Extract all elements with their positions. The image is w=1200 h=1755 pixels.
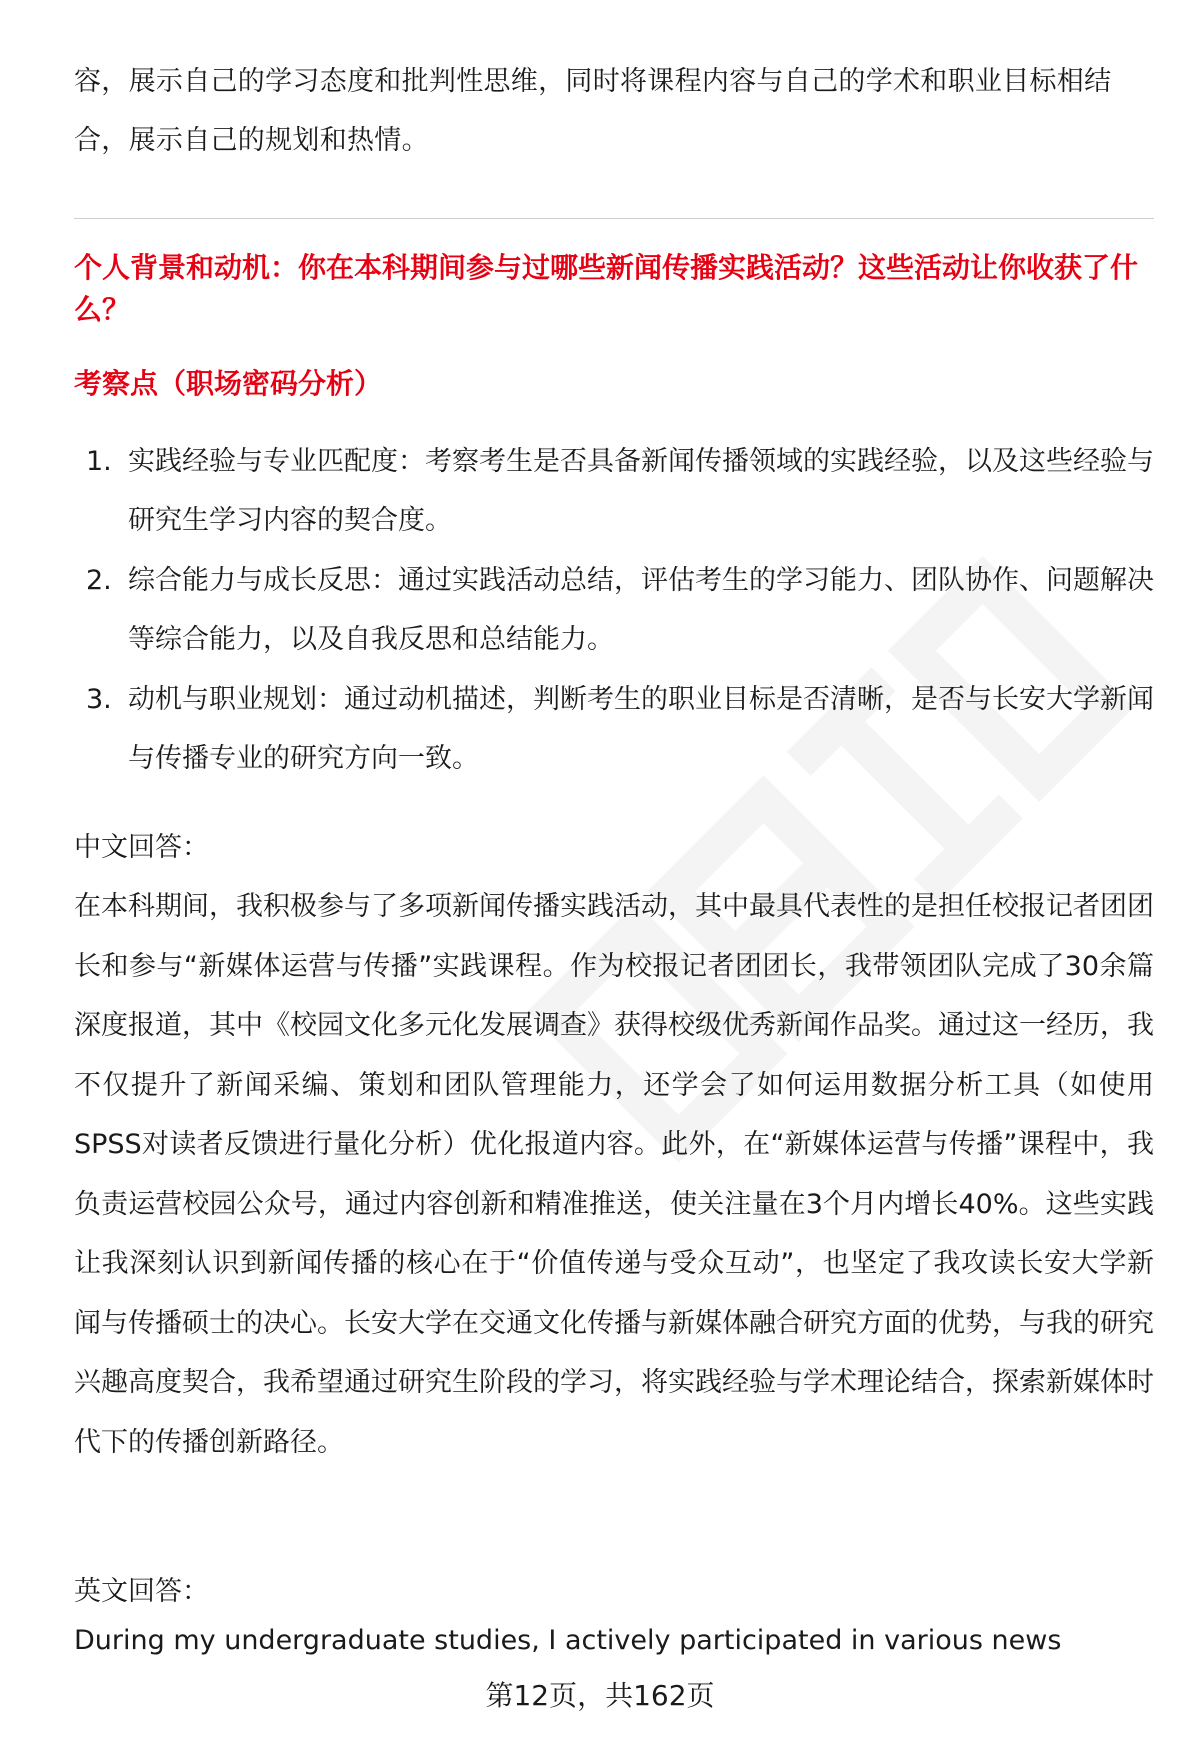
list-item-text: 动机与职业规划：通过动机描述，判断考生的职业目标是否清晰，是否与长安大学新闻与传播专业的研究方向一致。 — [128, 684, 1154, 774]
list-item-text: 综合能力与成长反思：通过实践活动总结，评估考生的学习能力、团队协作、问题解决等综合能力，以及自我反思和总结能力。 — [128, 565, 1154, 655]
list-item-number: 1. — [86, 446, 112, 477]
analysis-subheading: 考察点（职场密码分析） — [74, 367, 383, 400]
analysis-points-list — [74, 432, 1154, 789]
list-item-number: 2. — [86, 565, 112, 596]
page-number-footer: 第12页，共162页 — [485, 1679, 715, 1712]
chinese-answer-label: 中文回答： — [74, 832, 209, 863]
list-item — [74, 551, 1154, 669]
intro-paragraph: 容，展示自己的学习态度和批判性思维，同时将课程内容与自己的学术和职业目标相结合，展示自己的规划和热情。 — [74, 66, 1112, 156]
list-item — [74, 432, 1154, 550]
section-divider — [74, 218, 1154, 219]
english-answer-text: During my undergraduate studies, I actively participated in various news — [74, 1625, 1062, 1656]
list-item-text: 实践经验与专业匹配度：考察考生是否具备新闻传播领域的实践经验，以及这些经验与研究生学习内容的契合度。 — [128, 446, 1154, 536]
english-answer-label: 英文回答： — [74, 1576, 209, 1607]
list-item — [74, 670, 1154, 788]
chinese-answer-text: 在本科期间，我积极参与了多项新闻传播实践活动，其中最具代表性的是担任校报记者团团长和参与“新媒体运营与传播”实践课程。作为校报记者团团长，我带领团队完成了30余篇深度报道，其中《校园文化多元化发展调查》获得校级优秀新闻作品奖。通过这一经历，我不仅提升了新闻采编、策划和团队管理能力，还学会了如何运用数据分析工具（如使用SPSS对读者反馈进行量化分析）优化报道内容。此外，在“新媒体运营与传播”课程中，我负责运营校园公众号，通过内容创新和精准推送，使关注量在3个月内增长40%。这些实践让我深刻认识到新闻传播的核心在于“价值传递与受众互动”，也坚定了我攻读长安大学新闻与传播硕士的决心。长安大学在交通文化传播与新媒体融合研究方面的优势，与我的研究兴趣高度契合，我希望通过研究生阶段的学习，将实践经验与学术理论结合，探索新媒体时代下的传播创新路径。 — [74, 891, 1154, 1458]
question-heading: 个人背景和动机：你在本科期间参与过哪些新闻传播实践活动？这些活动让你收获了什么？ — [74, 251, 1139, 326]
list-item-number: 3. — [86, 684, 112, 715]
